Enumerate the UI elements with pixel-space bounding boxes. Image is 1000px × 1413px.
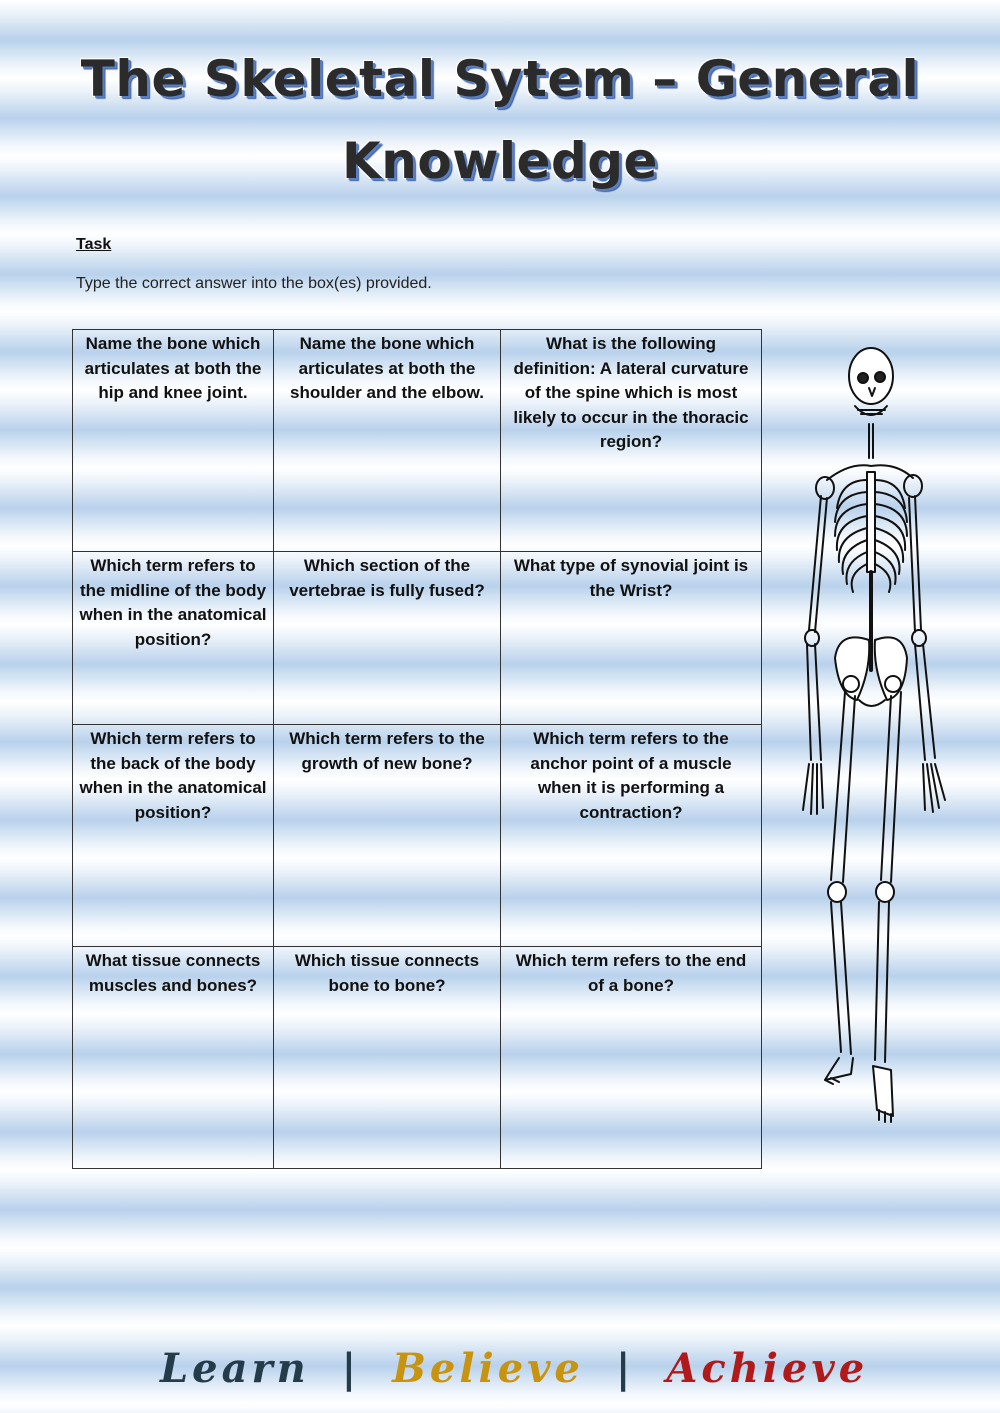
title-line-2: Knowledge [342,132,658,190]
page-title [60,38,940,202]
question-cell[interactable]: Which term refers to the midline of the body when in the anatomical position? [73,552,274,725]
motto-believe: Believe [392,1345,584,1392]
question-cell[interactable]: Which tissue connects bone to bone? [274,947,501,1169]
motto-separator: | [341,1345,361,1392]
question-cell[interactable]: What tissue connects muscles and bones? [73,947,274,1169]
question-cell[interactable]: Which term refers to the end of a bone? [501,947,762,1169]
question-cell[interactable]: Which section of the vertebrae is fully fused? [274,552,501,725]
footer-motto [160,1345,869,1405]
question-row [73,330,762,552]
question-row [73,947,762,1169]
question-row [73,725,762,947]
question-cell[interactable]: Name the bone which articulates at both the hip and knee joint. [73,330,274,552]
question-row [73,552,762,725]
question-cell[interactable]: What is the following definition: A lateral curvature of the spine which is most likely to occur in the thoracic region? [501,330,762,552]
question-cell[interactable]: Which term refers to the growth of new bone? [274,725,501,947]
motto-separator: | [615,1345,635,1392]
motto-achieve: Achieve [666,1345,869,1392]
question-cell[interactable]: Which term refers to the anchor point of a muscle when it is performing a contraction? [501,725,762,947]
title-line-1: The Skeletal Sytem – General [80,50,920,108]
question-cell[interactable]: Which term refers to the back of the body when in the anatomical position? [73,725,274,947]
task-instructions: Type the correct answer into the box(es) provided. [76,275,432,292]
motto-learn: Learn [160,1345,310,1392]
skeleton-icon [795,340,955,1130]
question-cell[interactable]: Name the bone which articulates at both the shoulder and the elbow. [274,330,501,552]
task-heading: Task [76,236,112,253]
question-grid [72,329,762,1169]
question-cell[interactable]: What type of synovial joint is the Wrist? [501,552,762,725]
